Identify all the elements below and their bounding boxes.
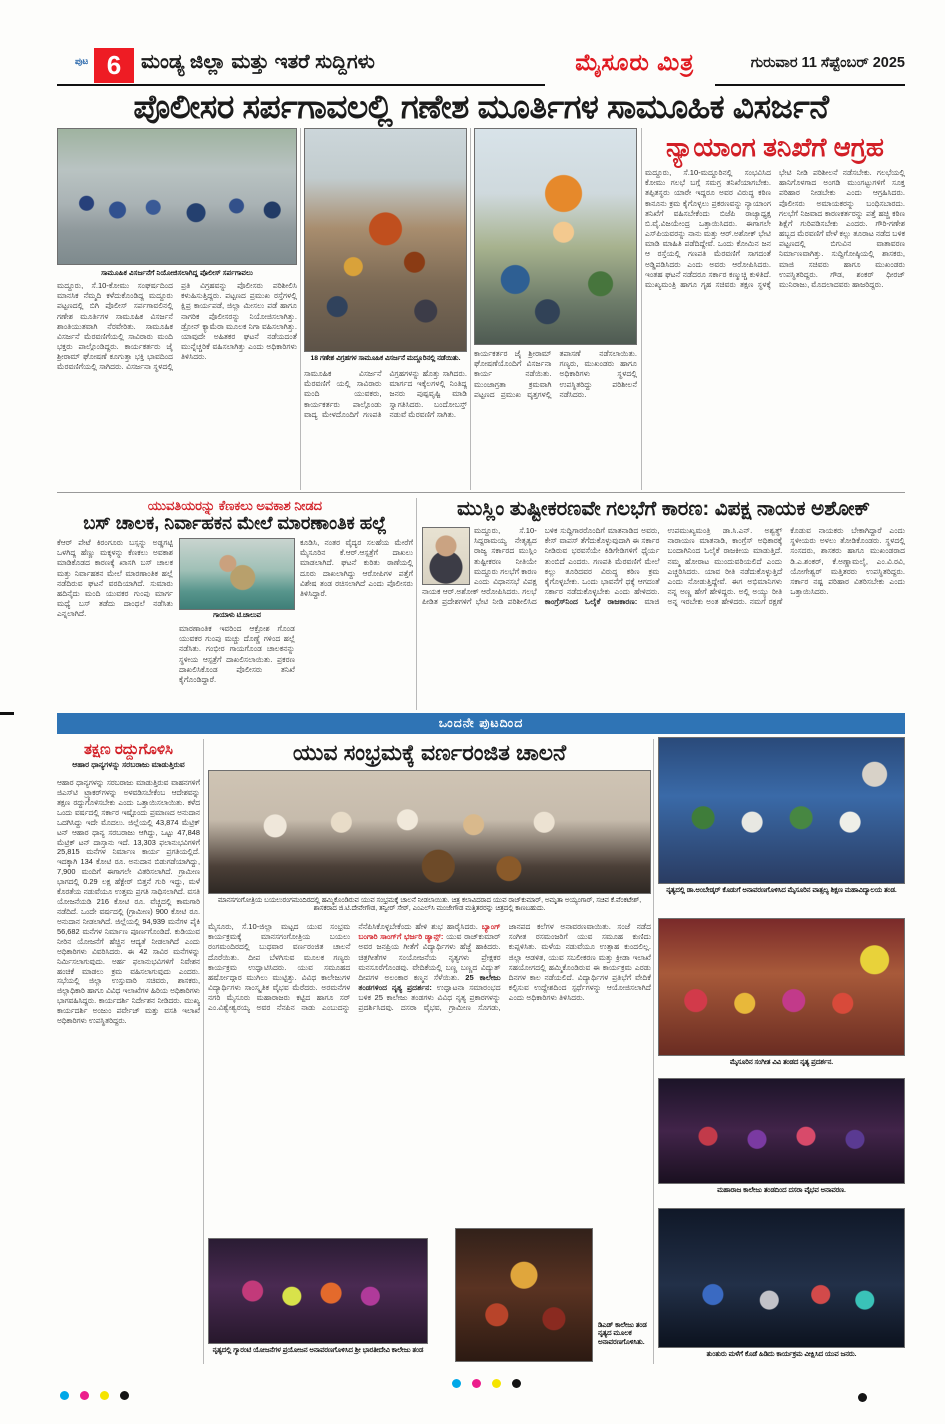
bus-body-3: ಕೂಡಿಸಿ, ನಂತರ ವೈದ್ಯರ ಸಲಹೆಯ ಮೇರೆಗೆ ಮೈಸೂರಿನ ಕೆ.ಆರ್.ಆಸ್ಪತ್ರೆಗೆ ದಾಖಲು ಮಾಡಲಾಗಿದೆ. ಘಟನೆ ಕುರಿತು ಠಾಣೆಯಲ್ಲಿ ದೂರು ದಾಖಲಾಗಿದ್ದು ಆರೋಪಿಗಳ ಪತ್ತೆಗೆ ವಿಶೇಷ ತಂಡ ರಚಿಸಲಾಗಿದೆ ಎಂದು ಪೊಲೀಸರು ತಿಳಿಸಿದ್ದಾರೆ. [300,538,413,598]
print-mark-yellow [492,1379,501,1388]
lead-body-c: ಕಾರ್ಯಕರ್ತರ ಜೈ ಶ್ರೀರಾಮ್ ಘೋಷಣೆಯೊಂದಿಗೆ ವಿಸರ್ಜನಾ ಕಾರ್ಯ ನಡೆಯಿತು. ಮುಂಜಾಗ್ರತಾ ಕ್ರಮವಾಗಿ ಪಟ್ಟಣದ ಪ್ರಮುಖ ವೃತ್ತಗಳಲ್ಲಿ ತಪಾಸಣೆ ನಡೆಸಲಾಯಿತು. ಗಣ್ಯರು, ಮುಖಂಡರು ಹಾಗೂ ಅಧಿಕಾರಿಗಳು ಸ್ಥಳದಲ್ಲಿ ಉಪಸ್ಥಿತರಿದ್ದು ಪರಿಶೀಲನೆ ನಡೆಸಿದರು. [474,349,637,399]
ashok-body-3: ಯಾವ ರೀತಿ ನಡೆದುಕೊಳ್ಳುತ್ತಿದೆ ಎಂದು ನೋಡುತ್ತಿದ್ದೇವೆ. ಈಗ ಅಭಿಮಾನಿಗಳು ನನ್ನ ಅಣ್ಣ ಹೇಗೆ ಹೇಳಿದ್ದರು. ಅಲ್ಲಿ ಅಯ್ಯು ರೀತಿ ಅನ್ನ ಇರಬೇಕು ಅಂತ ಹೇಳಿದರು. ನಮಗೆ ರಕ್ಷಣೆ ಕೊಡುವ ನಾಯಕರು ಬೇಕಾಗಿದ್ದಾರೆ ಎಂದು ಸ್ಥಳೀಯರು ಅಳಲು ತೋಡಿಕೊಂಡರು. ಸ್ಥಳದಲ್ಲಿ ಸಂಸದರು, ಶಾಸಕರು ಹಾಗೂ ಮುಖಂಡರಾದ ಡಿ.ಎ.ಶಂಕರ್, ಕೆ.ಅಣ್ಣಾಮಲೈ, ಎಂ.ವಿ.ರವಿ, ಯೋಗೇಶ್ವರ್ ಮತ್ತಿತರರು ಉಪಸ್ಥಿತರಿದ್ದರು. ಸರ್ಕಾರ ನಷ್ಟ ಪರಿಹಾರ ವಿತರಿಸಬೇಕು ಎಂದು ಒತ್ತಾಯಿಸಿದರು. [667,526,905,607]
photo-procession-caption: 18 ಗಣೇಶ ವಿಗ್ರಹಗಳ ಸಾಮೂಹಿಕ ವಿಸರ್ಜನೆ ಮದ್ದೂರಿನಲ್ಲಿ ನಡೆಯಿತು. [310,355,461,362]
divider [300,128,301,490]
photo-umbrella-caption: ತುಂತುರು ಮಳೆಗೆ ಕೊಡೆ ಹಿಡಿದು ಕಾರ್ಯಕ್ರಮ ವೀಕ್ಷಿಸಿದ ಯುವ ಜನರು. [706,1351,857,1358]
photo-umbrella-crowd [658,1208,905,1348]
yuva-body-2: ಯುವ ರಾಜ್‌ಕುಮಾರ್ ಅವರ ಜನಪ್ರಿಯ ಗೀತೆಗೆ ವಿದ್ಯಾರ್ಥಿಗಳು ಹೆಜ್ಜೆ ಹಾಕಿದರು. ಚಿತ್ರಗೀತೆಗಳ ಸಂಯೋಜನೆಯ ನೃತ್ಯಗಳು ಪ್ರೇಕ್ಷಕರ ಮನಸೂರೆಗೊಂಡವು. ವೇದಿಕೆಯಲ್ಲಿ ಬಣ್ಣ ಬಣ್ಣದ ವಿದ್ಯುತ್ ದೀಪಗಳ ಅಲಂಕಾರ ಕಣ್ಮನ ಸೆಳೆಯಿತು. [358,932,501,982]
masthead: ಮೈಸೂರು ಮಿತ್ರ [574,49,696,75]
photo-ashok-portrait [422,527,470,585]
bus-body-2: ಮಾರಣಾಂತಿಕ ಇವರಿಂದ ಆಕ್ರೋಶ ಗೊಂಡ ಯುವಕರ ಗುಂಪು ಮಚ್ಚು ದೊಣ್ಣೆ ಗಳಿಂದ ಹಲ್ಲೆ ನಡೆಸಿತು. ಗಂಭೀರ ಗಾಯಗೊಂಡ ಚಾಲಕನನ್ನು ಸ್ಥಳೀಯ ಆಸ್ಪತ್ರೆಗೆ ದಾಖಲಿಸಲಾಯಿತು. ಪ್ರಕರಣ ದಾಖಲಿಸಿಕೊಂಡ ಪೊಲೀಸರು ತನಿಖೆ ಕೈಗೊಂಡಿದ್ದಾರೆ. [179,624,295,684]
section-title: ಮಂಡ್ಯ ಜಿಲ್ಲಾ ಮತ್ತು ಇತರೆ ಸುದ್ದಿಗಳು [141,51,375,73]
print-mark-black [858,1393,867,1402]
print-mark-cyan [60,1391,69,1400]
yuva-headline: ಯುವ ಸಂಭ್ರಮಕ್ಕೆ ವರ್ಣರಂಜಿತ ಚಾಲನೆ [292,740,567,765]
photo-maharaja-caption: ಮಹಾರಾಜ ಕಾಲೇಜು ತಂಡದಿಂದ ದಸರಾ ವೈಭವ ಅನಾವರಣ. [717,1187,846,1194]
divider [653,739,654,1364]
divider [416,498,417,710]
photo-sangeetha-univ-team [658,918,905,1056]
photo-drummers-caption: ಡಿಎಡ್ ಕಾಲೇಜು ತಂಡ ನೃತ್ಯದ ಮೂಲಕ ಅನಾವರಣಗೊಳಿಸಿತು. [598,1322,647,1346]
print-mark-magenta [472,1379,481,1388]
photo-garanti-dance [208,1238,428,1344]
photo-police-caption: ಸಾಮೂಹಿಕ ವಿಸರ್ಜನೆಗೆ ನಿಯೋಜಿಸಲಾಗಿದ್ದ ಪೊಲೀಸ್ ಸರ್ಪಗಾವಲು [101,268,253,277]
photo-maharaja-team [658,1078,905,1184]
photo-garanti-caption: ನೃತ್ಯದಲ್ಲಿ ಗ್ಯಾರಂಟಿ ಯೋಜನೆಗಳ ಪ್ರಯೋಜನ ಅನಾವರಣಗೊಳಿಸಿದ ಶ್ರೀ ಭಾರತೀದೇವಿ ಕಾಲೇಜು ತಂಡ [212,1347,424,1354]
photo-yuva-inauguration [208,770,651,894]
header-rule-left [57,84,545,86]
ashok-body-2: ಮಾಜಿ ಉಪಮುಖ್ಯಮಂತ್ರಿ ಡಾ.ಸಿ.ಎನ್. ಅಶ್ವತ್ಥ್ ನಾರಾಯಣ ಮಾತನಾಡಿ, ಕಾಂಗ್ರೆಸ್ ಅಧಿಕಾರಕ್ಕೆ ಬಂದಾಗಿನಿಂದ ಓಲೈಕೆ ರಾಜಕೀಯ ಮಾಡುತ್ತಿದೆ. ನಮ್ಮ ಹೋರಾಟ ಮುಂದುವರಿಯಲಿದೆ ಎಂದು ಎಚ್ಚರಿಸಿದರು. [644,526,783,607]
photo-procession-chariot [304,128,467,352]
photo-drummers [455,1228,593,1362]
bus-body-1: ಕೆಆರ್ ಪೇಟೆ ಕಿರಂಗೂರು ಬಸ್ಸನ್ನು ಅಡ್ಡಗಟ್ಟಿ ಒಳಗಿದ್ದ ಹೆಣ್ಣು ಮಕ್ಕಳನ್ನು ಕೆಣಕಲು ಅವಕಾಶ ಮಾಡಿಕೊಡದ ಕಾರಣಕ್ಕೆ ಖಾಸಗಿ ಬಸ್ ಚಾಲಕ ಮತ್ತು ನಿರ್ವಾಹಕನ ಮೇಲೆ ಮಾರಣಾಂತಿಕ ಹಲ್ಲೆ ನಡೆದಿರುವ ಘಟನೆ ವರದಿಯಾಗಿದೆ. ಸುಮಾರು ಹದಿನೈದು ಮಂದಿ ಯುವಕರ ಗುಂಪು ಮಾರ್ಗ ಮಧ್ಯೆ ಬಸ್ ತಡೆದು ದಾಂಧಲೆ ನಡೆಸಿತು ಎನ್ನಲಾಗಿದೆ. [57,538,173,619]
judicial-headline: ನ್ಯಾಯಾಂಗ ತನಿಖೆಗೆ ಆಗ್ರಹ [666,132,884,162]
print-mark-yellow [100,1391,109,1400]
print-mark-magenta [80,1391,89,1400]
photo-sangeetha-caption: ಮೈಸೂರಿನ ಸಂಗೀತ ವಿವಿ ತಂಡದ ನೃತ್ಯ ಪ್ರದರ್ಶನ. [729,1059,834,1066]
photo-police-patrol [57,128,297,265]
yuva-body [208,922,651,1222]
cancel-headline: ತಕ್ಷಣ ರದ್ದುಗೊಳಿಸಿ [83,741,174,758]
print-mark-black [512,1379,521,1388]
cancel-body: ಆಹಾರ ಧಾನ್ಯಗಳನ್ನು ಸರಬರಾಜು ಮಾಡುತ್ತಿರುವ ವಾಹನಗಳಿಗೆ ಜಿಎಸ್‌ಟಿ ಟ್ರ್ಯಾಕರ್‌ಗಳನ್ನು ಅಳವಡಿಸಬೇಕೆಂಬ ಆದೇಶವನ್ನು ತಕ್ಷಣ ರದ್ದುಗೊಳಿಸಬೇಕು ಎಂದು ಒತ್ತಾಯಿಸಲಾಯಿತು. ಕಳೆದ ಒಂದು ವರ್ಷದಲ್ಲಿ ಸರ್ಕಾರ ಇಷ್ಟೊಂದು ಪ್ರಮಾಣದ ಅನುದಾನ ಒದಗಿಸಿದ್ದು ಇದೇ ಮೊದಲು. ಜಿಲ್ಲೆಯಲ್ಲಿ 43,874 ಮೆಟ್ರಿಕ್ ಟನ್ ಆಹಾರ ಧಾನ್ಯ ಸರಬರಾಜು ಆಗಿದ್ದು, ಒಟ್ಟು 47,848 ಮೆಟ್ರಿಕ್ ಟನ್ ದಾಸ್ತಾನು ಇದೆ. 13,303 ಫಲಾನುಭವಿಗಳಿಗೆ 25,815 ಮನೆಗಳ ನಿರ್ಮಾಣ ಕಾರ್ಯ ಪ್ರಗತಿಯಲ್ಲಿದೆ. ಇದಕ್ಕಾಗಿ 134 ಕೋಟಿ ರೂ. ಅನುದಾನ ಬಿಡುಗಡೆಯಾಗಿದ್ದು, 7,900 ಮಂದಿಗೆ ಈಗಾಗಲೇ ವಿತರಿಸಲಾಗಿದೆ. ಗ್ರಾಮೀಣ ಭಾಗದಲ್ಲಿ 0.29 ಲಕ್ಷ ಹೆಕ್ಟೇರ್ ಬಿತ್ತನೆ ಗುರಿ ಇದ್ದು, ಮಳೆ ಕೊರತೆಯ ನಡುವೆಯೂ ಉತ್ತಮ ಪ್ರಗತಿ ಸಾಧಿಸಲಾಗಿದೆ. ವಸತಿ ಯೋಜನೆಯಡಿ 216 ಕೋಟಿ ರೂ. ವೆಚ್ಚದಲ್ಲಿ ಕಾಮಗಾರಿ ನಡೆದಿದೆ. ಒಂದೇ ವರ್ಷದಲ್ಲಿ (ಗ್ರಾಮೀಣ) 900 ಕೋಟಿ ರೂ. ಅನುದಾನ ನೀಡಲಾಗಿದೆ. ಜಿಲ್ಲೆಯಲ್ಲಿ 94,939 ಮನೆಗಳ ಪೈಕಿ 56,682 ಮನೆಗಳ ನಿರ್ಮಾಣ ಪೂರ್ಣಗೊಂಡಿದೆ. ಕುಡಿಯುವ ನೀರಿನ ಯೋಜನೆಗೆ ಹೆಚ್ಚಿನ ಆದ್ಯತೆ ನೀಡಲಾಗಿದೆ ಎಂದು ಅಧಿಕಾರಿಗಳು ವಿವರಿಸಿದರು. ಈ 42 ಸಾವಿರ ಮನೆಗಳನ್ನು ನಿರ್ಮಿಸಲಾಗುವುದು. ಅರ್ಹ ಫಲಾನುಭವಿಗಳಿಗೆ ನಿವೇಶನ ಹಂಚಿಕೆ ಮಾಡಲು ಕ್ರಮ ವಹಿಸಲಾಗುವುದು ಎಂದರು. ಸಭೆಯಲ್ಲಿ ಜಿಲ್ಲಾ ಉಸ್ತುವಾರಿ ಸಚಿವರು, ಶಾಸಕರು, ಜಿಲ್ಲಾಧಿಕಾರಿ ಹಾಗೂ ವಿವಿಧ ಇಲಾಖೆಗಳ ಹಿರಿಯ ಅಧಿಕಾರಿಗಳು ಭಾಗವಹಿಸಿದ್ದರು. ಕಾರ್ಯದರ್ಶಿ ನಿರ್ದೇಶನ ನೀಡಿದರು. ಮುಖ್ಯ ಕಾರ್ಯದರ್ಶಿ ಅಂಜುಂ ಪರ್ವೇಜ್ ಮತ್ತು ವಸತಿ ಇಲಾಖೆ ಅಧಿಕಾರಿಗಳು ಉಪಸ್ಥಿತರಿದ್ದರು. [57,778,200,1026]
judicial-body: ಮದ್ದೂರು, ಸೆ.10-ಮದ್ದೂರಿನಲ್ಲಿ ಸಂಭವಿಸಿದ ಕೋಮು ಗಲಭೆ ಬಗ್ಗೆ ಸಮಗ್ರ ತನಿಖೆಯಾಗಬೇಕು. ತಪ್ಪಿತಸ್ಥರು ಯಾರೇ ಇದ್ದರೂ ಅವರ ವಿರುದ್ಧ ಕಠಿಣ ಕಾನೂನು ಕ್ರಮ ಕೈಗೊಳ್ಳಲು ಪ್ರಕರಣವನ್ನು ನ್ಯಾಯಾಂಗ ತನಿಖೆಗೆ ವಹಿಸಬೇಕೆಂದು ಬಿಜೆಪಿ ರಾಜ್ಯಾಧ್ಯಕ್ಷ ಬಿ.ವೈ.ವಿಜಯೇಂದ್ರ ಒತ್ತಾಯಿಸಿದರು. ಈಗಾಗಲೇ ಎಸ್‌ಪಿಯವರನ್ನು ನಾನು ಮತ್ತು ಆರ್.ಅಶೋಕ್ ಭೇಟಿ ಮಾಡಿ ಮಾಹಿತಿ ಪಡೆದಿದ್ದೇವೆ. ಒಂದು ಕೋಮಿನ ಜನ ಆ ರಸ್ತೆಯಲ್ಲಿ ಗಣಪತಿ ಮೆರವಣಿಗೆ ಸಾಗದಂತೆ ಅಡ್ಡಿಪಡಿಸಿದರು ಎಂದು ಅವರು ಆರೋಪಿಸಿದರು. ಇಂತಹ ಘಟನೆ ನಡೆದರೂ ಸರ್ಕಾರ ಕಣ್ಮುಚ್ಚಿ ಕುಳಿತಿದೆ. ಮುಖ್ಯಮಂತ್ರಿ ಹಾಗೂ ಗೃಹ ಸಚಿವರು ತಕ್ಷಣ ಸ್ಥಳಕ್ಕೆ ಭೇಟಿ ನೀಡಿ ಪರಿಶೀಲನೆ ನಡೆಸಬೇಕು. ಗಲಭೆಯಲ್ಲಿ ಹಾನಿಗೊಳಗಾದ ಅಂಗಡಿ ಮುಂಗಟ್ಟುಗಳಿಗೆ ಸೂಕ್ತ ಪರಿಹಾರ ನೀಡಬೇಕು ಎಂದು ಆಗ್ರಹಿಸಿದರು. ಪೊಲೀಸರು ಅಮಾಯಕರನ್ನು ಬಂಧಿಸಬಾರದು. ಗಲಭೆಗೆ ನಿಜವಾದ ಕಾರಣಕರ್ತರನ್ನು ಪತ್ತೆ ಹಚ್ಚಿ ಕಠಿಣ ಶಿಕ್ಷೆಗೆ ಗುರಿಪಡಿಸಬೇಕು ಎಂದರು. ಗೌರಿ-ಗಣೇಶ ಹಬ್ಬದ ಮೆರವಣಿಗೆ ವೇಳೆ ಕಲ್ಲು ತೂರಾಟ ನಡೆದ ಬಳಿಕ ಪಟ್ಟಣದಲ್ಲಿ ಬಿಗುವಿನ ವಾತಾವರಣ ನಿರ್ಮಾಣವಾಗಿತ್ತು. ಸುದ್ದಿಗೋಷ್ಠಿಯಲ್ಲಿ ಶಾಸಕರು, ಮಾಜಿ ಸಚಿವರು ಹಾಗೂ ಮುಖಂಡರು ಉಪಸ್ಥಿತರಿದ್ದರು. ಗೌಡ, ಶಂಕರ್ ಧೀರಜ್ ಮುನಿರಾಜು, ಮೊದಲಾದವರು ಹಾಜರಿದ್ದರು. [645,168,905,289]
photo-vatsalya-caption: ನೃತ್ಯದಲ್ಲಿ ಡಾ.ಅಂಬೇಡ್ಕರ್ ಕೊಡುಗೆ ಅನಾವರಣಗೊಳಿಸಿದ ಮೈಸೂರಿನ ವಾತ್ಸಲ್ಯ ಶಿಕ್ಷಣ ಮಹಾವಿದ್ಯಾಲಯ ತಂಡ. [666,887,897,894]
photo-yuva-caption: ಮಾನಸಗಂಗೋತ್ರಿಯ ಬಯಲುರಂಗಮಂದಿರದಲ್ಲಿ ಹಮ್ಮಿಕೊಂಡಿರುವ ಯುವ ಸಂಭ್ರಮಕ್ಕೆ ಚಾಲನೆ ನೀಡಲಾಯಿತು. ಚಿತ್ರ ಕಲಾವಿದರಾದ ಯುವ ರಾಜ್‌ಕುಮಾರ್, ಅಮೃತಾ ಅಯ್ಯಂಗಾರ್, ಸಚಿವ ಕೆ.ವೆಂಕಟೇಶ್, ಶಾಸಕರಾದ ಜಿ.ಟಿ.ದೇವೇಗೌಡ, ತನ್ವೀರ್ ಸೇಠ್, ಎಂಎಲ್‌ಸಿ ಮಂಜೇಗೌಡ ಮತ್ತಿತರರನ್ನು ಚಿತ್ರದಲ್ಲಿ ಕಾಣಬಹುದು. [217,897,642,913]
lead-headline: ಪೊಲೀಸರ ಸರ್ಪಗಾವಲಲ್ಲಿ ಗಣೇಶ ಮೂರ್ತಿಗಳ ಸಾಮೂಹಿಕ ವಿಸರ್ಜನೆ [133,88,829,125]
photo-vatsalya-team [658,737,905,884]
divider [641,128,642,490]
yuva-body-1: ಮೈಸೂರು, ಸೆ.10-ಜಿಲ್ಲಾ ಮಟ್ಟದ ಯುವ ಸಂಭ್ರಮ ಕಾರ್ಯಕ್ರಮಕ್ಕೆ ಮಾನಸಗಂಗೋತ್ರಿಯ ಬಯಲು ರಂಗಮಂದಿರದಲ್ಲಿ ಬುಧವಾರ ವರ್ಣರಂಜಿತ ಚಾಲನೆ ದೊರೆಯಿತು. ದೀಪ ಬೆಳಗಿಸುವ ಮೂಲಕ ಗಣ್ಯರು ಕಾರ್ಯಕ್ರಮ ಉದ್ಘಾಟಿಸಿದರು. ಯುವ ಸಮೂಹದ ಹರ್ಷೋದ್ಗಾರ ಮುಗಿಲು ಮುಟ್ಟಿತ್ತು. ವಿವಿಧ ಕಾಲೇಜುಗಳ ವಿದ್ಯಾರ್ಥಿಗಳು ಸಾಂಸ್ಕೃತಿಕ ವೈಭವ ಮೆರೆದರು. ಅರಮನೆಗಳ ನಗರಿ ಮೈಸೂರು ಮಹಾರಾಜರು ಕಟ್ಟಿದ ಹಾಗೂ ಸರ್ ಎಂ.ವಿಶ್ವೇಶ್ವರಯ್ಯ ಅವರ ನೆನಪಿನ ನಾಡು ಎಂಬುದನ್ನು ನೆನೆಪಿಸಿಕೊಳ್ಳಬೇಕೆಂದು ಹೇಳಿ ಶುಭ ಹಾರೈಸಿದರು. [208,922,482,1013]
divider [470,128,471,490]
photo-tractor-idol [474,128,637,345]
photo-injured-caption: ಗಾಯಾಳು ಟಿ.ಚಾಲುವ [213,612,261,619]
ashok-headline: ಮುಸ್ಲಿಂ ತುಷ್ಟೀಕರಣವೇ ಗಲಭೆಗೆ ಕಾರಣ: ವಿಪಕ್ಷ ನಾಯಕ ಅಶೋಕ್ [457,498,870,520]
page-number-box: 6 [94,48,134,83]
bus-kicker: ಯುವತಿಯರನ್ನು ಕೆಣಕಲು ಅವಕಾಶ ನೀಡದ [147,498,323,513]
photo-injured-driver [179,538,295,610]
ashok-body-1: ಮದ್ದೂರು, ಸೆ.10-ಸಿದ್ದರಾಮಯ್ಯ ನೇತೃತ್ವದ ರಾಜ್ಯ ಸರ್ಕಾರದ ಮುಸ್ಲಿಂ ತುಷ್ಟೀಕರಣ ನೀತಿಯೇ ಮದ್ದೂರು ಗಲಭೆಗೆ ಕಾರಣ ಎಂದು ವಿಧಾನಸಭೆ ವಿಪಕ್ಷ ನಾಯಕ ಆರ್.ಅಶೋಕ್ ಆರೋಪಿಸಿದರು. ಗಲಭೆ ಪೀಡಿತ ಪ್ರದೇಶಗಳಿಗೆ ಭೇಟಿ ನೀಡಿ ಪರಿಶೀಲಿಸಿದ ಬಳಿಕ ಸುದ್ದಿಗಾರರೊಂದಿಗೆ ಮಾತನಾಡಿದ ಅವರು, ಕೇಸ್ ವಾಪಸ್ ತೆಗೆದುಕೊಳ್ಳುವುದಾಗಿ ಈ ಸರ್ಕಾರ ನೀಡಿರುವ ಭರವಸೆಯೇ ಕಿಡಿಗೇಡಿಗಳಿಗೆ ಧೈರ್ಯ ತುಂಬಿದೆ ಎಂದರು. ಗಣಪತಿ ಮೆರವಣಿಗೆ ಮೇಲೆ ಕಲ್ಲು ತೂರಿದವರ ವಿರುದ್ಧ ಕಠಿಣ ಕ್ರಮ ಕೈಗೊಳ್ಳಬೇಕು. ಒಂದು ಭಾವನೆಗೆ ಧಕ್ಕೆ ಆಗದಂತೆ ಸರ್ಕಾರ ನಡೆದುಕೊಳ್ಳಬೇಕು ಎಂದು ಹೇಳಿದರು. [422,526,660,607]
yuva-bold-1: ಬ್ಯಾಂಗ್ ಬಂಗಾರಿ ಸಾಂಗ್‌ಗೆ ಭರ್ಜರಿ ಡ್ಯಾನ್ಸ್: [358,922,501,942]
lead-body-a: ಮದ್ದೂರು, ಸೆ.10-ಕೋಮು ಸಂಘರ್ಷದಿಂದ ಮಾನಸಿಕ ನೆಮ್ಮದಿ ಕಳೆದುಕೊಂಡಿದ್ದ ಮದ್ದೂರು ಪಟ್ಟಣದಲ್ಲಿ ಬಿಗಿ ಪೊಲೀಸ್ ಸರ್ಪಗಾವಲಿನಲ್ಲಿ ಗಣೇಶ ಮೂರ್ತಿಗಳ ಸಾಮೂಹಿಕ ವಿಸರ್ಜನೆ ಶಾಂತಿಯುತವಾಗಿ ನೆರವೇರಿತು. ಸಾಮೂಹಿಕ ವಿಸರ್ಜನೆ ಮೆರವಣಿಗೆಯಲ್ಲಿ ಸಾವಿರಾರು ಮಂದಿ ಭಕ್ತರು ಪಾಲ್ಗೊಂಡಿದ್ದರು. ಕಾರ್ಯಕರ್ತರು ಜೈ ಶ್ರೀರಾಮ್ ಘೋಷಣೆ ಕೂಗುತ್ತಾ ಭಕ್ತಿ ಭಾವದಿಂದ ಮೆರವಣಿಗೆಯಲ್ಲಿ ಸಾಗಿದರು. ವಿಸರ್ಜನಾ ಸ್ಥಳದಲ್ಲಿ ಪ್ರತಿ ವಿಗ್ರಹವನ್ನು ಪೊಲೀಸರು ಪರಿಶೀಲಿಸಿ ಕಳುಹಿಸುತ್ತಿದ್ದರು. ಪಟ್ಟಣದ ಪ್ರಮುಖ ರಸ್ತೆಗಳಲ್ಲಿ ಕ್ಷಿಪ್ರ ಕಾರ್ಯಪಡೆ, ಜಿಲ್ಲಾ ಮೀಸಲು ಪಡೆ ಹಾಗೂ ನಾಗರಿಕ ಪೊಲೀಸರನ್ನು ನಿಯೋಜಿಸಲಾಗಿತ್ತು. ಡ್ರೋನ್ ಕ್ಯಾಮೆರಾ ಮೂಲಕ ನಿಗಾ ವಹಿಸಲಾಗಿತ್ತು. ಯಾವುದೇ ಅಹಿತಕರ ಘಟನೆ ನಡೆಯದಂತೆ ಮುನ್ನೆಚ್ಚರಿಕೆ ವಹಿಸಲಾಗಿತ್ತು ಎಂದು ಅಧಿಕಾರಿಗಳು ತಿಳಿಸಿದರು. [57,281,297,372]
yuva-body-3: ಉದ್ಘಾಟನಾ ಸಮಾರಂಭದ ಬಳಿಕ 25 ಕಾಲೇಜು ತಂಡಗಳು ವಿವಿಧ ನೃತ್ಯ ಪ್ರಕಾರಗಳನ್ನು ಪ್ರದರ್ಶಿಸಿದವು. ದಸರಾ ವೈಭವ, ಗ್ರಾಮೀಣ ಸೊಗಡು, ಜಾನಪದ ಕಲೆಗಳ ಅನಾವರಣವಾಯಿತು. ಸಂಜೆ ನಡೆದ ಸಂಗೀತ ರಸಮಂಜರಿಗೆ ಯುವ ಸಮೂಹ ಕುಣಿದು ಕುಪ್ಪಳಿಸಿತು. ಮಳೆಯ ನಡುವೆಯೂ ಉತ್ಸಾಹ ಕುಂದಲಿಲ್ಲ. ಜಿಲ್ಲಾ ಆಡಳಿತ, ಯುವ ಸಬಲೀಕರಣ ಮತ್ತು ಕ್ರೀಡಾ ಇಲಾಖೆ ಸಹಯೋಗದಲ್ಲಿ ಹಮ್ಮಿಕೊಂಡಿರುವ ಈ ಕಾರ್ಯಕ್ರಮ ಎರಡು ದಿನಗಳ ಕಾಲ ನಡೆಯಲಿದೆ. ವಿದ್ಯಾರ್ಥಿಗಳ ಪ್ರತಿಭೆಗೆ ವೇದಿಕೆ ಕಲ್ಪಿಸುವ ಉದ್ದೇಶದಿಂದ ಸ್ಪರ್ಧೆಗಳನ್ನು ಆಯೋಜಿಸಲಾಗಿದೆ ಎಂದು ಅಧಿಕಾರಿಗಳು ತಿಳಿಸಿದರು. [358,922,651,1013]
fold-mark [0,712,14,715]
divider [203,739,204,1364]
print-mark-black [120,1391,129,1400]
ashok-body [422,526,905,710]
from-page-one-band: ಒಂದನೇ ಪುಟದಿಂದ [57,713,905,734]
divider [57,492,905,493]
page-label: ಪುಟ [75,56,89,66]
lead-body-b: ಸಾಮೂಹಿಕ ವಿಸರ್ಜನೆ ಮೆರವಣಿಗೆ ಯಲ್ಲಿ ಸಾವಿರಾರು ಮಂದಿ ಯುವಕರು, ಕಾರ್ಯಕರ್ತರು ಪಾಲ್ಗೊಂಡು ವಾದ್ಯ ಮೇಳದೊಂದಿಗೆ ಗಣಪತಿ ವಿಗ್ರಹಗಳನ್ನು ಹೊತ್ತು ಸಾಗಿದರು. ಮಾರ್ಗದ ಇಕ್ಕೆಲಗಳಲ್ಲಿ ನಿಂತಿದ್ದ ಜನರು ಪುಷ್ಪವೃಷ್ಟಿ ಮಾಡಿ ಸ್ವಾಗತಿಸಿದರು. ಬಂದೋಬಸ್ತ್ ನಡುವೆ ಮೆರವಣಿಗೆ ಸಾಗಿತು. [304,369,467,419]
date: ಗುರುವಾರ 11 ಸೆಪ್ಟೆಂಬರ್ 2025 [750,55,905,71]
ashok-bold-1: ಕಾಂಗ್ರೆಸ್‌ನಿಂದ ಓಲೈಕೆ ರಾಜಕಾರಣ: [544,597,645,607]
cancel-subhead: ಆಹಾರ ಧಾನ್ಯಗಳನ್ನು ಸರಬರಾಜು ಮಾಡುತ್ತಿರುವ [72,760,185,769]
bus-headline: ಬಸ್ ಚಾಲಕ, ನಿರ್ವಾಹಕನ ಮೇಲೆ ಮಾರಣಾಂತಿಕ ಹಲ್ಲೆ [83,513,387,533]
header-rule-right [715,84,905,86]
yuva-bold-2: 25 ಕಾಲೇಜು ತಂಡಗಳಿಂದ ನೃತ್ಯ ಪ್ರದರ್ಶನ: [358,972,501,993]
print-mark-cyan [452,1379,461,1388]
